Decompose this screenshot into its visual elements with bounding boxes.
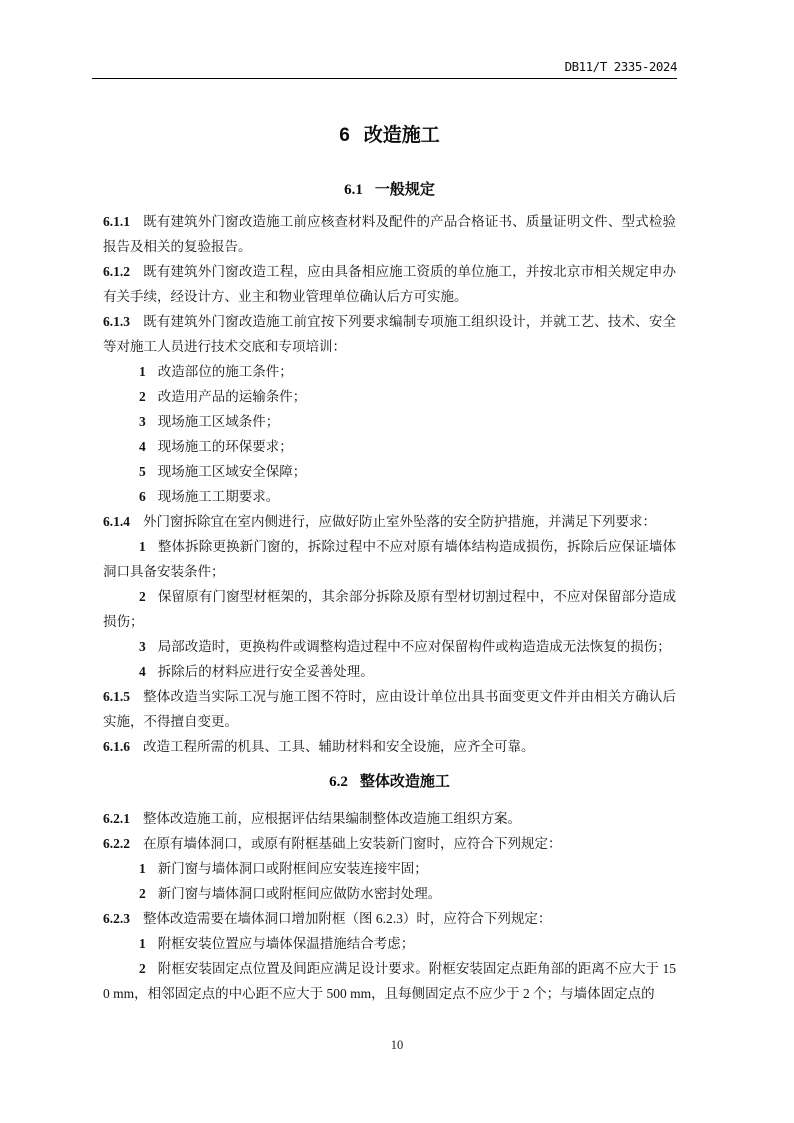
clause-number: 6.1.1 — [103, 214, 130, 229]
item-number: 3 — [139, 414, 146, 429]
item-text: 新门窗与墙体洞口或附框间应安装连接牢固； — [157, 861, 428, 876]
page-number: 10 — [390, 1038, 404, 1052]
clause-number: 6.1.6 — [103, 739, 130, 754]
item-text: 改造部位的施工条件； — [157, 364, 293, 379]
item-text: 改造用产品的运输条件； — [157, 389, 307, 404]
section-name: 一般规定 — [374, 181, 435, 198]
item-text: 保留原有门窗型材框架的，其余部分拆除及原有型材切割过程中，不应对保留部分造成损伤； — [103, 589, 676, 629]
list-item — [103, 359, 676, 384]
clause-number: 6.1.5 — [103, 689, 130, 704]
clause-6-1-5 — [103, 684, 676, 734]
list-item — [103, 931, 676, 956]
item-number: 2 — [139, 389, 146, 404]
chapter-number: 6 — [339, 125, 350, 146]
section-number: 6.1 — [344, 182, 363, 198]
clause-text: 既有建筑外门窗改造施工前应核查材料及配件的产品合格证书、质量证明文件、型式检验报告及相关的复验报告。 — [103, 214, 676, 254]
clause-6-1-3 — [103, 309, 676, 359]
clause-6-1-1 — [103, 209, 676, 259]
item-number: 3 — [139, 639, 146, 654]
page-footer — [0, 1038, 794, 1053]
item-text: 拆除后的材料应进行安全妥善处理。 — [157, 664, 374, 679]
clause-text: 改造工程所需的机具、工具、辅助材料和安全设施，应齐全可靠。 — [143, 739, 535, 754]
page-header — [92, 0, 677, 79]
item-number: 1 — [139, 936, 146, 951]
item-text: 现场施工区域条件； — [157, 414, 280, 429]
clause-text: 既有建筑外门窗改造工程，应由具备相应施工资质的单位施工，并按北京市相关规定申办有关手续，经设计方、业主和物业管理单位确认后方可实施。 — [103, 264, 676, 304]
item-number: 2 — [139, 886, 146, 901]
section-6-2 — [103, 773, 676, 1006]
list-item — [103, 584, 676, 634]
item-number: 5 — [139, 464, 146, 479]
list-item — [103, 956, 676, 1006]
section-heading-6-2 — [103, 773, 676, 791]
chapter-name: 改造施工 — [363, 125, 440, 146]
clause-6-1-6 — [103, 734, 676, 759]
clause-number: 6.1.3 — [103, 314, 130, 329]
list-item — [103, 856, 676, 881]
item-number: 1 — [139, 861, 146, 876]
clause-number: 6.1.4 — [103, 514, 130, 529]
clause-6-2-1 — [103, 806, 676, 831]
item-text: 现场施工工期要求。 — [157, 489, 280, 504]
page-content — [103, 125, 676, 1006]
section-name: 整体改造施工 — [359, 773, 450, 790]
list-item — [103, 384, 676, 409]
item-text: 附框安装固定点位置及间距应满足设计要求。附框安装固定点距角部的距离不应大于 150 mm，相邻固定点的中心距不应大于 500 mm，且每侧固定点不应少于 2 个；与墙体固定点的 — [103, 961, 676, 1001]
clause-text: 整体改造施工前，应根据评估结果编制整体改造施工组织方案。 — [143, 811, 521, 826]
item-number: 1 — [139, 364, 146, 379]
clause-text: 在原有墙体洞口，或原有附框基础上安装新门窗时，应符合下列规定： — [143, 836, 562, 851]
clause-number: 6.2.1 — [103, 811, 130, 826]
clause-number: 6.2.2 — [103, 836, 130, 851]
section-6-1 — [103, 181, 676, 759]
list-item — [103, 881, 676, 906]
item-text: 附框安装位置应与墙体保温措施结合考虑； — [157, 936, 415, 951]
clause-6-2-2 — [103, 831, 676, 856]
item-text: 局部改造时，更换构件或调整构造过程中不应对保留构件或构造造成无法恢复的损伤； — [157, 639, 671, 654]
list-item — [103, 409, 676, 434]
item-number: 2 — [139, 961, 146, 976]
list-item — [103, 634, 676, 659]
item-number: 6 — [139, 489, 146, 504]
list-item — [103, 659, 676, 684]
standard-code: DB11/T 2335-2024 — [564, 59, 677, 74]
list-item — [103, 459, 676, 484]
list-item — [103, 534, 676, 584]
clause-6-1-2 — [103, 259, 676, 309]
item-text: 现场施工区域安全保障； — [157, 464, 307, 479]
clause-text: 整体改造需要在墙体洞口增加附框（图 6.2.3）时，应符合下列规定： — [143, 911, 552, 926]
clause-number: 6.2.3 — [103, 911, 130, 926]
section-number: 6.2 — [329, 774, 348, 790]
clause-6-2-3 — [103, 906, 676, 931]
item-number: 4 — [139, 664, 146, 679]
list-item — [103, 434, 676, 459]
item-text: 现场施工的环保要求； — [157, 439, 293, 454]
section-heading-6-1 — [103, 181, 676, 199]
item-number: 2 — [139, 589, 146, 604]
item-number: 1 — [139, 539, 146, 554]
item-text: 新门窗与墙体洞口或附框间应做防水密封处理。 — [157, 886, 442, 901]
clause-6-1-4 — [103, 509, 676, 534]
clause-text: 既有建筑外门窗改造施工前宜按下列要求编制专项施工组织设计，并就工艺、技术、安全等对施工人员进行技术交底和专项培训： — [103, 314, 676, 354]
chapter-title — [103, 125, 676, 147]
item-number: 4 — [139, 439, 146, 454]
clause-text: 整体改造当实际工况与施工图不符时，应由设计单位出具书面变更文件并由相关方确认后实施，不得擅自变更。 — [103, 689, 676, 729]
clause-number: 6.1.2 — [103, 264, 130, 279]
item-text: 整体拆除更换新门窗的，拆除过程中不应对原有墙体结构造成损伤，拆除后应保证墙体洞口具备安装条件； — [103, 539, 676, 579]
list-item — [103, 484, 676, 509]
clause-text: 外门窗拆除宜在室内侧进行，应做好防止室外坠落的安全防护措施，并满足下列要求： — [143, 514, 656, 529]
